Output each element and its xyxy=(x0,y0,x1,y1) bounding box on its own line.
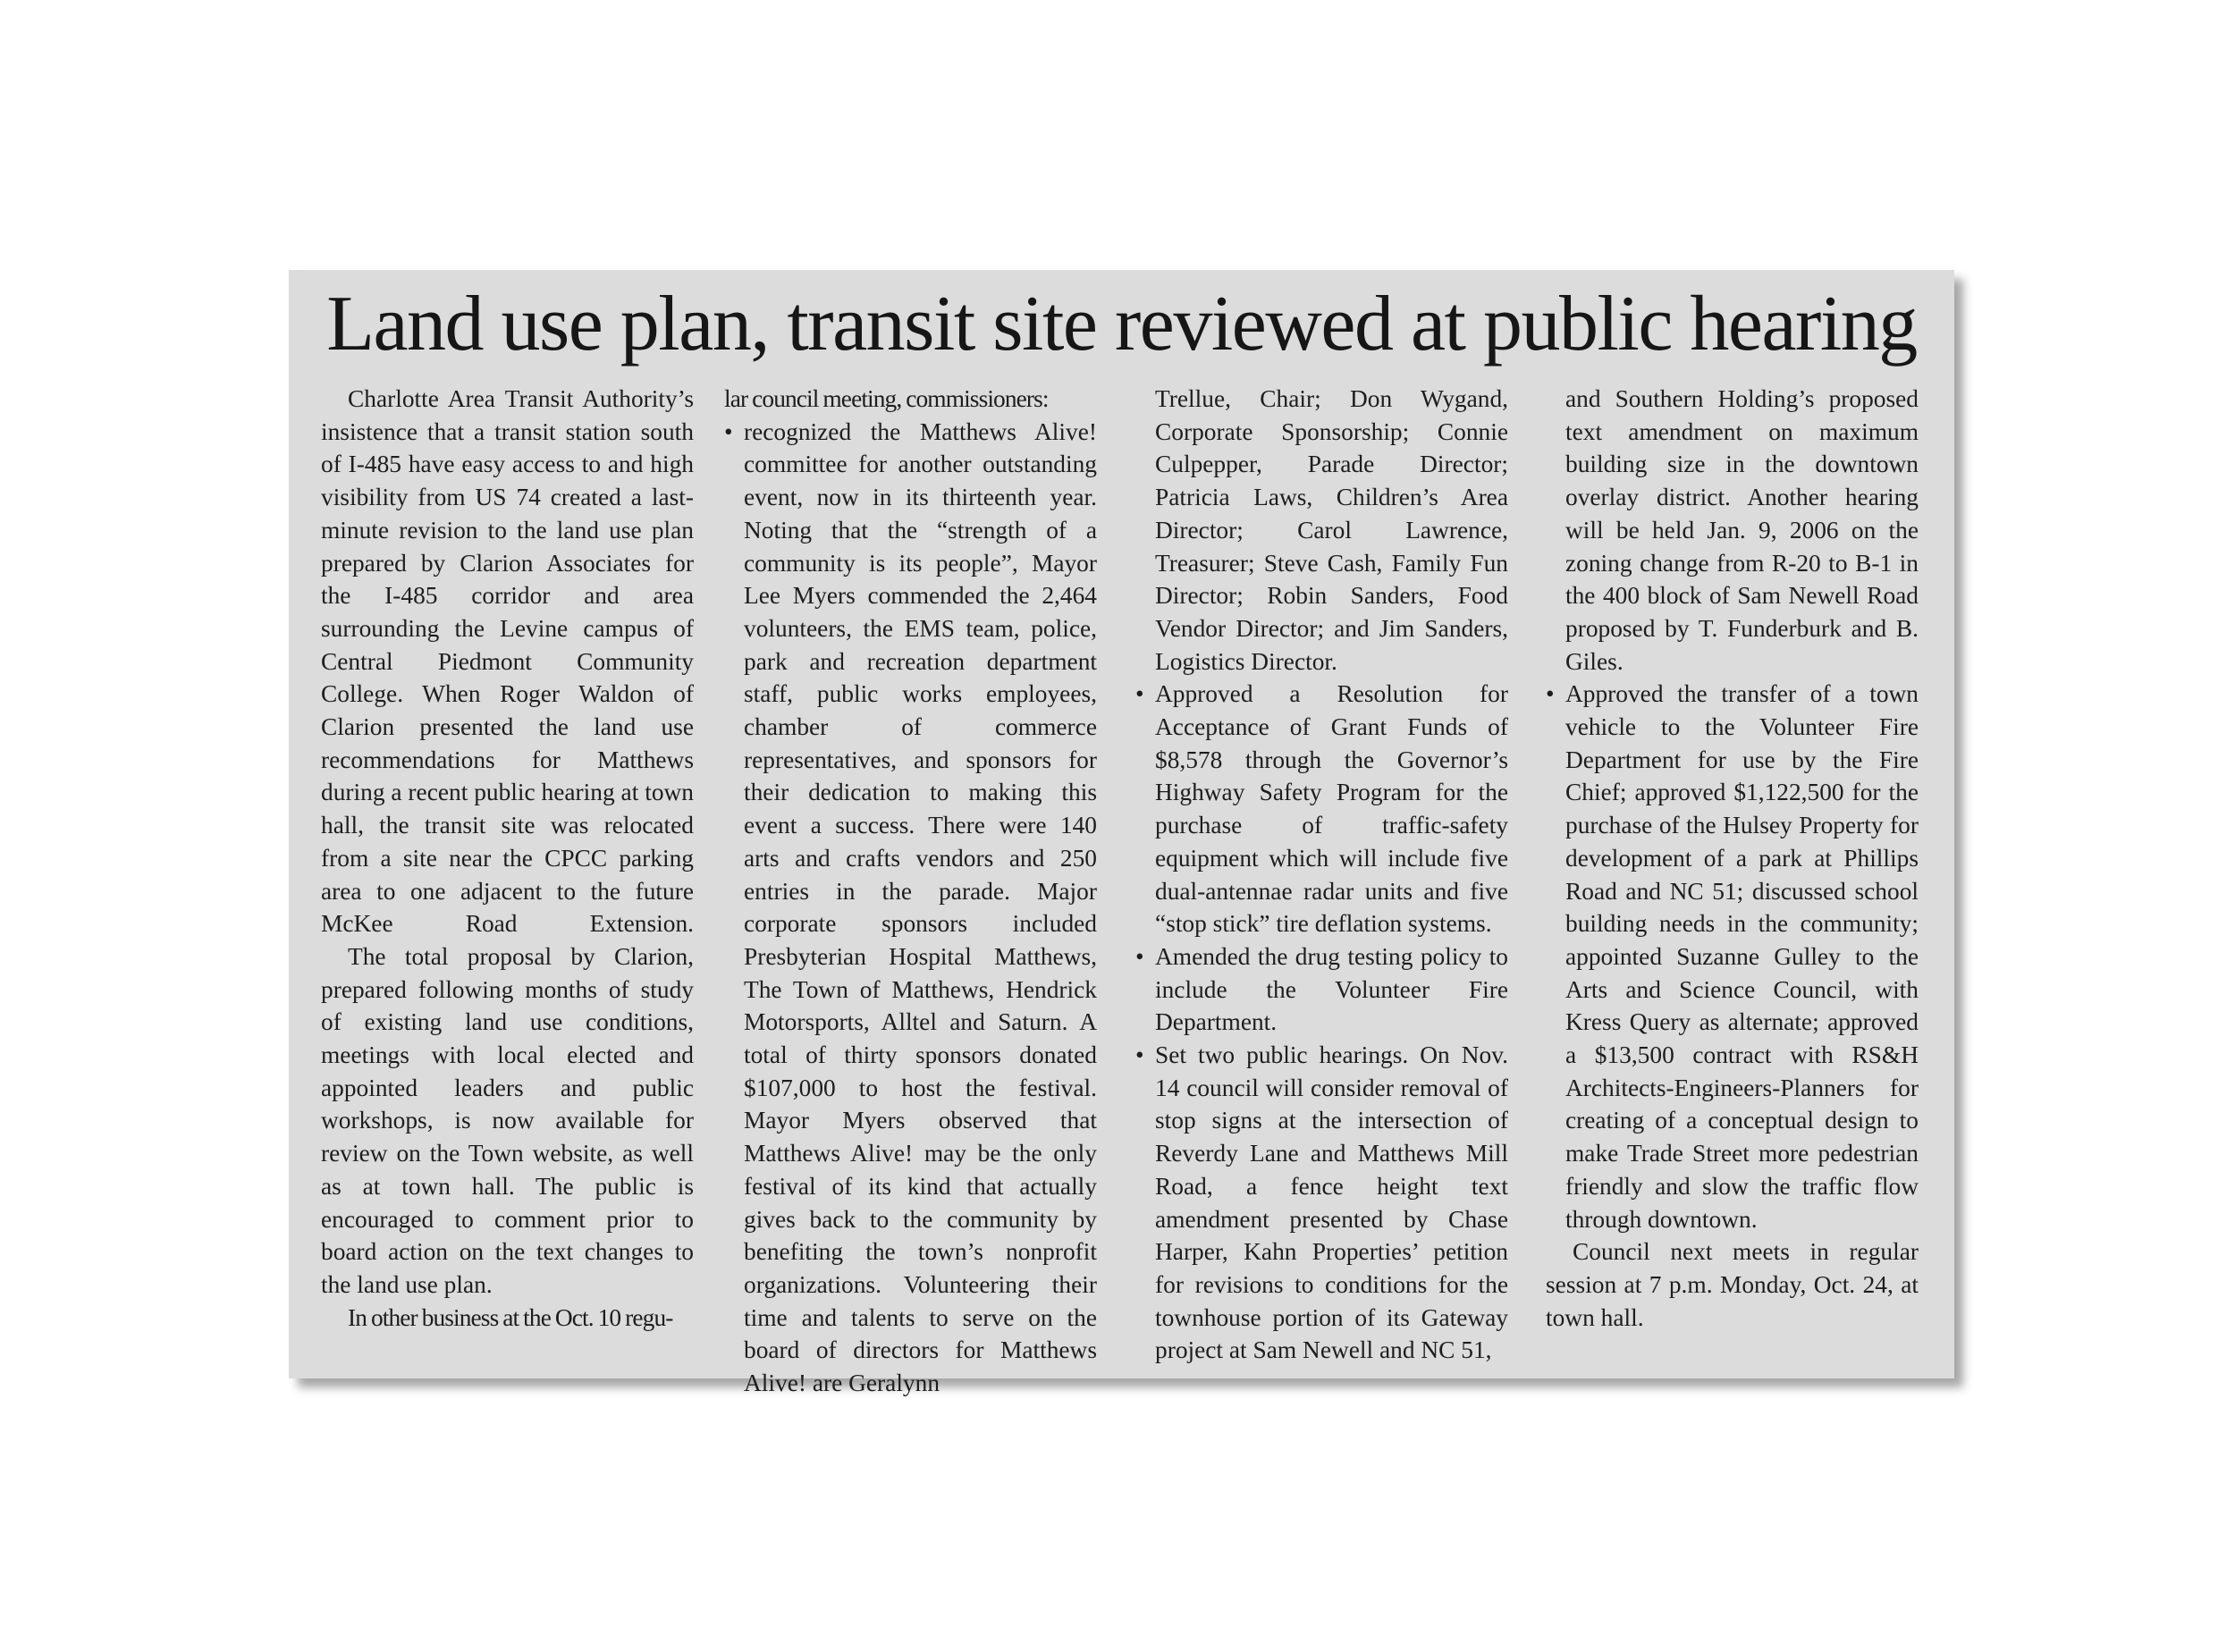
list-item-drug-testing-policy: • Amended the drug testing policy to include the Volunteer Fire Department. xyxy=(1135,940,1508,1039)
list-item-grant-funds: • Approved a Resolution for Acceptance of Grant Funds of $8,578 through the Governor’s Highway Safety Program for the purchase of traffic-safety equipment which will include five dual-antennae radar units and five “stop stick” tire deflation systems. xyxy=(1135,678,1508,940)
actions-list xyxy=(724,416,1097,1400)
paragraph-other-business: In other business at the Oct. 10 regu- xyxy=(348,1303,673,1331)
newspaper-clipping xyxy=(289,270,1954,1397)
list-item-matthews-alive: • recognized the Matthews Alive! committee for another outstanding event, now in its thirteenth year. Noting that the “strength of a community is its people”, Mayor Lee Myers commended the 2,464 volunteers, the EMS team, police, park and recreation department staff, public works employees, chamber of commerce representatives, and sponsors for their dedication to making this event a success. There were 140 arts and crafts vendors and 250 entries in the parade. Major corporate sponsors included Presbyterian Hospital Matthews, The Town of Matthews, Hendrick Motorsports, Alltel and Saturn. A total of thirty sponsors donated $107,000 to host the festival. Mayor Myers observed that Matthews Alive! may be the only festival of its kind that actually gives back to the community by benefiting the town’s nonprofit organizations. Volunteering their time and talents to serve on the board of directors for Matthews Alive! are Geralynn xyxy=(724,416,1097,1400)
paragraph-transit-station: Charlotte Area Transit Authority’s insistence that a transit station south of I-485 have easy access to and high visibility from US 74 created a last-minute revision to the land use plan prepared by Clarion Associates for the I-485 corridor and area surrounding the Levine campus of Central Piedmont Community College. When Roger Waldon of Clarion presented the land use recommendations for Matthews during a recent public hearing at town hall, the transit site was relocated from a site near the CPCC parking area to one adjacent to the future McKee Road Extension. xyxy=(321,385,694,938)
article-column-4 xyxy=(1546,383,1919,1334)
paragraph-clarion-proposal: The total proposal by Clarion, prepared following months of study of existing land use conditions, meetings with local elected and appointed leaders and public workshops, is now available for review on the Town website, as well as at town hall. The public is encouraged to comment prior to board action on the text changes to the land use plan. xyxy=(321,942,694,1298)
headline: Land use plan, transit site reviewed at public hearing xyxy=(326,281,1917,367)
article-column-3 xyxy=(1135,383,1508,1367)
article-column-1 xyxy=(321,383,694,1334)
list-item-public-hearings-continued: and Southern Holding’s proposed text amendment on maximum building size in the downtown overlay district. Another hearing will be held Jan. 9, 2006 on the zoning change from R-20 to B-1 in the 400 block of Sam Newell Road proposed by T. Funderburk and B. Giles. xyxy=(1565,385,1919,675)
list-item-public-hearings: • Set two public hearings. On Nov. 14 council will consider removal of stop signs at the intersection of Reverdy Lane and Matthews Mill Road, a fence height text amendment presented by Chase Harper, Kahn Properties’ petition for revisions to conditions for the townhouse portion of its Gateway project at Sam Newell and NC 51, xyxy=(1135,1039,1508,1367)
actions-list xyxy=(1546,383,1919,1235)
list-item-vehicle-transfer: • Approved the transfer of a town vehicle to the Volunteer Fire Department for use by the Fire Chief; approved $1,122,500 for the purchase of the Hulsey Property for development of a park at Phillips Road and NC 51; discussed school building needs in the community; appointed Suzanne Gulley to the Arts and Science Council, with Kress Query as alternate; approved a $13,500 contract with RS&H Architects-Engineers-Planners for creating of a conceptual design to make Trade Street more pedestrian friendly and slow the traffic flow through downtown. xyxy=(1546,678,1919,1235)
actions-list xyxy=(1135,383,1508,1367)
article-column-2 xyxy=(724,383,1097,1400)
list-item-matthews-alive-continued: Trellue, Chair; Don Wygand, Corporate Sponsorship; Connie Culpepper, Parade Director; Patricia Laws, Children’s Area Director; Carol Lawrence, Treasurer; Steve Cash, Family Fun Director; Robin Sanders, Food Vendor Director; and Jim Sanders, Logistics Director. xyxy=(1155,385,1508,675)
paragraph-council-intro: lar council meeting, commissioners: xyxy=(724,385,1049,412)
paragraph-next-meeting: Council next meets in regular session at 7 p.m. Monday, Oct. 24, at town hall. xyxy=(1546,1238,1919,1331)
